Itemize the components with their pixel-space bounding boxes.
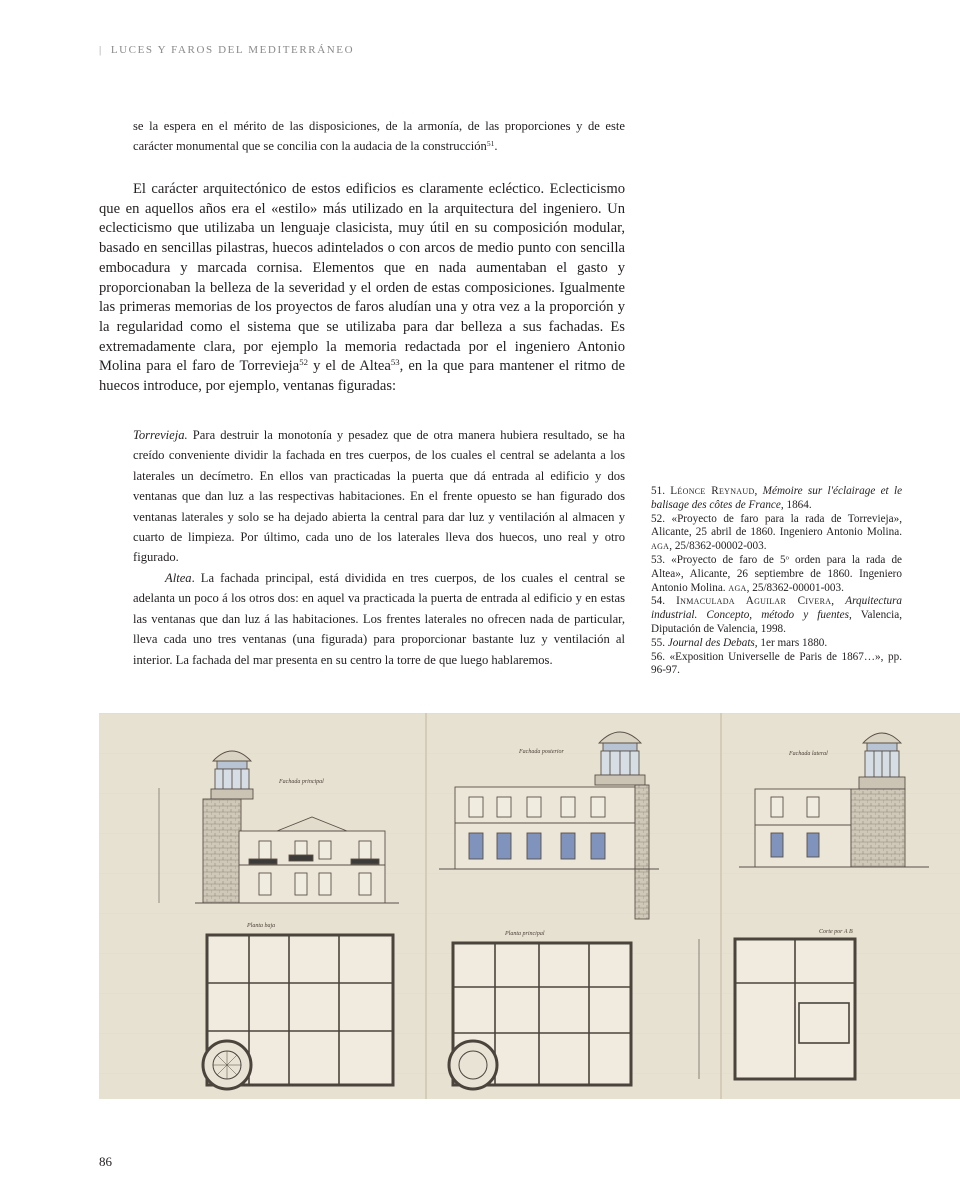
footnote-51: 51. Léonce Reynaud, Mémoire sur l'éclairage et le balisage des côtes de France, 1864. [651, 485, 903, 511]
label-planta-baja: Planta baja [247, 923, 276, 929]
label-fachada-lateral: Fachada lateral [789, 751, 828, 757]
footnote-ref-51: 51 [486, 138, 495, 148]
footnote-ref-52: 52 [299, 357, 308, 368]
running-head: | LUCES Y FAROS DEL MEDITERRÁNEO [99, 44, 355, 56]
label-corte: Corte por A B [819, 929, 853, 935]
main-paragraph: El carácter arquitectónico de estos edificios es claramente ecléctico. Eclecticismo que en aquellos años era el «estilo» más utilizado en la arquitectura del ingeniero. Un eclecticismo que utilizaba un lenguaje clasicista, muy útil en su composición modular, basado en sencillas pilastras, huecos adintelados o con arcos de medio punto con sencilla embocadura y marcada cornisa. Elementos que en nada aumentaban el gasto y proporcionaban la belleza de la severidad y el orden de estas composiciones. Igualmente las primeras memorias de los proyectos de faros aludían una y otra vez a la proporción y la regularidad como el sistema que se utilizaba para dar belleza a sus fachadas. Es extremadamente clara, por ejemplo la memoria redactada por el ingeniero Antonio Molina para el faro de Torrevieja$^{52}$ y el de Altea$^{53}$, en la que para mantener el ritmo de huecos introduce, por ejemplo, ventanas figuradas: [99, 181, 626, 395]
plan-planta-principal [449, 943, 631, 1089]
quote-torrevieja: Torrevieja. Para destruir la monotonía y pesadez que de otra manera hubiera resultado, se ha creído conveniente dividir la fachada en tres cuerpos, de los cuales el central se adelanta a los laterales un decímetro. En ellos van practicadas la puerta que dá entrada al edificio y dos ventanas que dan luz a las respectivas habitaciones. En el frente opuesto se han figurado dos ventanas laterales y solo se ha dejado abierta la central para dar luz y ventilación al almacen y cuarto de limpieza. Por último, cada uno de los laterales lleva dos huecos, uno real y otro figurado. [133, 428, 625, 565]
footnotes [651, 485, 902, 678]
footnote-ref-53: 53 [390, 357, 400, 368]
plan-planta-baja [203, 935, 393, 1089]
lighthouse-plans-figure [99, 713, 960, 1099]
footnote-52: 52. «Proyecto de faro para la rada de Torrevieja», Alicante, 25 abril de 1860. Ingeniero Antonio Molina. aga, 25/8362-00002-003. [651, 512, 903, 553]
quote-intro: se la espera en el mérito de las disposiciones, de la armonía, de las proporciones y de este carácter monumental que se concilia con la audacia de la construcción$^{51}$. [133, 119, 625, 153]
footnote-53: 53. «Proyecto de faro de 5$^o$ orden para la rada de Altea», Alicante, 26 septiembre de 1860. Ingeniero Antonio Molina. aga, 25/8362-00001-003. [651, 553, 903, 594]
quote-altea: Altea. La fachada principal, está dividida en tres cuerpos, de los cuales el central se adelanta un poco á los otros dos: en aquel va practicada la puerta de entrada al edificio y en estas las ventanas que dan luz á las habitaciones. Los frentes laterales no ofrecen nada de particular, lleva cada uno tres ventanas (una figurada) para proporcionar bastante luz y ventilación al interior. La fachada del mar presenta en su centro la torre de que luego hablaremos. [133, 571, 625, 667]
svg-text:Fachada posterior: Fachada posterior [519, 749, 564, 755]
page-number: 86 [99, 1154, 112, 1169]
footnote-56: 56. «Exposition Universelle de Paris de 1867…», pp. 96-97. [651, 650, 902, 677]
footnote-55: 55. Journal des Debats, 1er mars 1880. [651, 636, 828, 649]
label-fachada-principal: Fachada principal [279, 779, 324, 785]
label-planta-principal: Planta principal [505, 931, 545, 937]
footnote-54: 54. Inmaculada Aguilar Civera, Arquitectura industrial. Concepto, método y fuentes, Valencia, Diputación de Valencia, 1998. [651, 595, 903, 635]
